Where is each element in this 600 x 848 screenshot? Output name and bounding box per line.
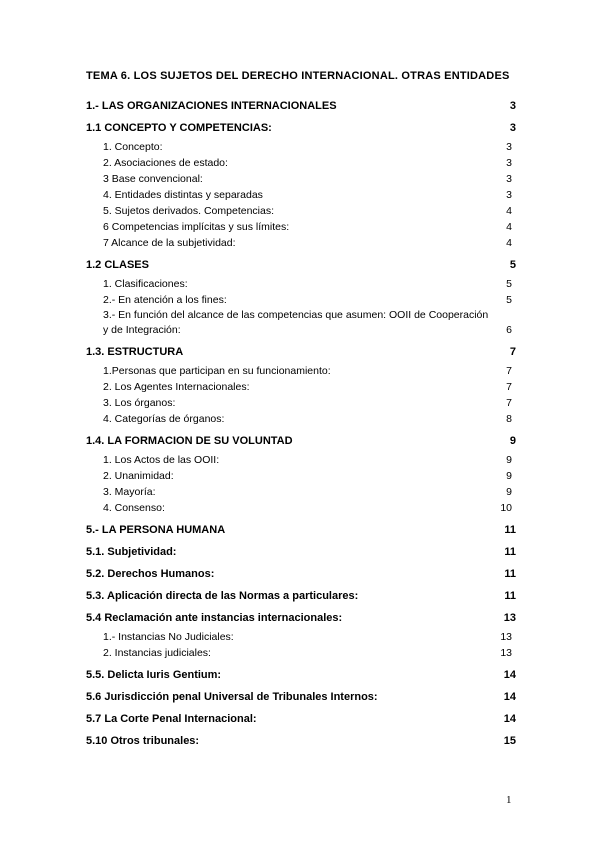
toc-entry-label: 1.4. LA FORMACION DE SU VOLUNTAD (86, 435, 293, 447)
toc-entry-label: 5.7 La Corte Penal Internacional: (86, 713, 257, 725)
toc-entry-page: 6 (506, 324, 512, 336)
toc-entry-label: 4. Categorías de órganos: (103, 413, 225, 425)
toc-entry[interactable] (86, 500, 516, 516)
toc-entry[interactable] (86, 468, 516, 484)
toc-entry-page: 3 (509, 122, 516, 134)
toc-entry[interactable] (86, 484, 516, 500)
toc-entry[interactable] (86, 308, 516, 338)
toc-entry[interactable] (86, 433, 516, 449)
toc-entry[interactable] (86, 544, 516, 560)
toc-entry-label: 3. Los órganos: (103, 397, 176, 409)
toc-entry-page: 9 (506, 454, 512, 466)
toc-entry[interactable] (86, 98, 516, 114)
toc-entry-page: 14 (503, 669, 516, 681)
toc-entry[interactable] (86, 344, 516, 360)
toc-entry-label: 3. Mayoría: (103, 486, 156, 498)
page-number: 1 (506, 794, 512, 806)
toc-entry-label: 1.2 CLASES (86, 259, 149, 271)
toc-entry-page: 4 (506, 221, 512, 233)
toc-entry[interactable] (86, 363, 516, 379)
toc-entry-label: 5.5. Delicta Iuris Gentium: (86, 669, 222, 681)
toc-entry-label: 1.3. ESTRUCTURA (86, 346, 184, 358)
toc-entry[interactable] (86, 411, 516, 427)
toc-entry-label: 1.Personas que participan en su funcionamiento: (103, 365, 331, 377)
toc-entry-page: 9 (509, 435, 516, 447)
toc-entry[interactable] (86, 522, 516, 538)
toc-entry[interactable] (86, 257, 516, 273)
toc-entry-label: 2. Los Agentes Internacionales: (103, 381, 250, 393)
toc-entry-page: 4 (506, 205, 512, 217)
toc-entry-label: 5.10 Otros tribunales: (86, 735, 200, 747)
toc-entry-page: 11 (504, 568, 516, 580)
toc-entry-page: 4 (506, 237, 512, 249)
toc-entry[interactable] (86, 610, 516, 626)
toc-entry[interactable] (86, 139, 516, 155)
toc-entry-label: 5. Sujetos derivados. Competencias: (103, 205, 275, 217)
toc-entry-label: 1.- Instancias No Judiciales: (103, 631, 234, 643)
toc-entry-page: 13 (503, 612, 516, 624)
toc-entry[interactable] (86, 120, 516, 136)
toc-entry-label: 2. Unanimidad: (103, 470, 174, 482)
toc-entry-page: 14 (503, 713, 516, 725)
toc-entry-label: 1.- LAS ORGANIZACIONES INTERNACIONALES (86, 100, 337, 112)
toc-entry-page: 7 (506, 397, 512, 409)
toc-entry-label: 6 Competencias implícitas y sus límites: (103, 221, 290, 233)
toc-entry-label: 5.1. Subjetividad: (86, 546, 177, 558)
toc-entry-page: 11 (504, 524, 516, 536)
toc-entry-page: 14 (503, 691, 516, 703)
toc-entry[interactable] (86, 235, 516, 251)
toc-entry-label: 3.- En función del alcance de las competencias que asumen: OOII de Cooperación y de Integración: (103, 309, 489, 336)
toc-entry[interactable] (86, 395, 516, 411)
toc-entry[interactable] (86, 667, 516, 683)
toc-entry-page: 13 (500, 631, 512, 643)
toc-entry-page: 5 (506, 294, 512, 306)
toc-entry-label: 1. Clasificaciones: (103, 278, 188, 290)
toc-entry-label: 3 Base convencional: (103, 173, 203, 185)
toc-entry-label: 5.4 Reclamación ante instancias internacionales: (86, 612, 343, 624)
page-title: TEMA 6. LOS SUJETOS DEL DERECHO INTERNACIONAL. OTRAS ENTIDADES (86, 70, 510, 82)
toc-entry-page: 3 (506, 189, 512, 201)
toc-entry[interactable] (86, 566, 516, 582)
toc-entry[interactable] (86, 588, 516, 604)
toc-entry-label: 1. Los Actos de las OOII: (103, 454, 220, 466)
toc-entry[interactable] (86, 187, 516, 203)
toc-entry-page: 3 (509, 100, 516, 112)
toc-entry[interactable] (86, 203, 516, 219)
toc-entry-page: 9 (506, 486, 512, 498)
toc-entry-label: 2. Asociaciones de estado: (103, 157, 228, 169)
toc-entry-page: 8 (506, 413, 512, 425)
toc-entry[interactable] (86, 219, 516, 235)
toc-entry[interactable] (86, 276, 516, 292)
toc-entry[interactable] (86, 629, 516, 645)
toc-entry-page: 13 (500, 647, 512, 659)
toc-entry[interactable] (86, 711, 516, 727)
toc-entry-label: 5.6 Jurisdicción penal Universal de Tribunales Internos: (86, 691, 378, 703)
toc-entry[interactable] (86, 452, 516, 468)
toc-entry-page: 3 (506, 141, 512, 153)
toc-entry-label: 5.- LA PERSONA HUMANA (86, 524, 226, 536)
toc-entry-page: 3 (506, 173, 512, 185)
toc-entry-label: 5.3. Aplicación directa de las Normas a particulares: (86, 590, 359, 602)
toc-entry[interactable] (86, 689, 516, 705)
toc-entry-label: 4. Consenso: (103, 502, 165, 514)
toc-entry-page: 5 (509, 259, 516, 271)
toc-entry-page: 11 (504, 546, 516, 558)
toc-entry-page: 7 (509, 346, 516, 358)
toc-entry-label: 2. Instancias judiciales: (103, 647, 211, 659)
toc-entry-label: 4. Entidades distintas y separadas (103, 189, 263, 201)
toc-entry-page: 3 (506, 157, 512, 169)
toc-entry[interactable] (86, 155, 516, 171)
toc-entry[interactable] (86, 171, 516, 187)
toc-entry-page: 9 (506, 470, 512, 482)
toc-entry[interactable] (86, 292, 516, 308)
toc-entry-label: 1. Concepto: (103, 141, 163, 153)
toc-entry[interactable] (86, 379, 516, 395)
toc-entry[interactable] (86, 733, 516, 749)
toc-entry-page: 7 (506, 365, 512, 377)
toc-entry-page: 15 (503, 735, 516, 747)
toc-entry-page: 11 (504, 590, 516, 602)
table-of-contents (86, 98, 516, 752)
toc-entry-label: 2.- En atención a los fines: (103, 294, 227, 306)
toc-entry-label: 7 Alcance de la subjetividad: (103, 237, 236, 249)
toc-entry-label: 1.1 CONCEPTO Y COMPETENCIAS: (86, 122, 272, 134)
toc-entry-page: 5 (506, 278, 512, 290)
toc-entry-label: 5.2. Derechos Humanos: (86, 568, 215, 580)
toc-entry-page: 10 (500, 502, 512, 514)
toc-entry[interactable] (86, 645, 516, 661)
toc-entry-page: 7 (506, 381, 512, 393)
